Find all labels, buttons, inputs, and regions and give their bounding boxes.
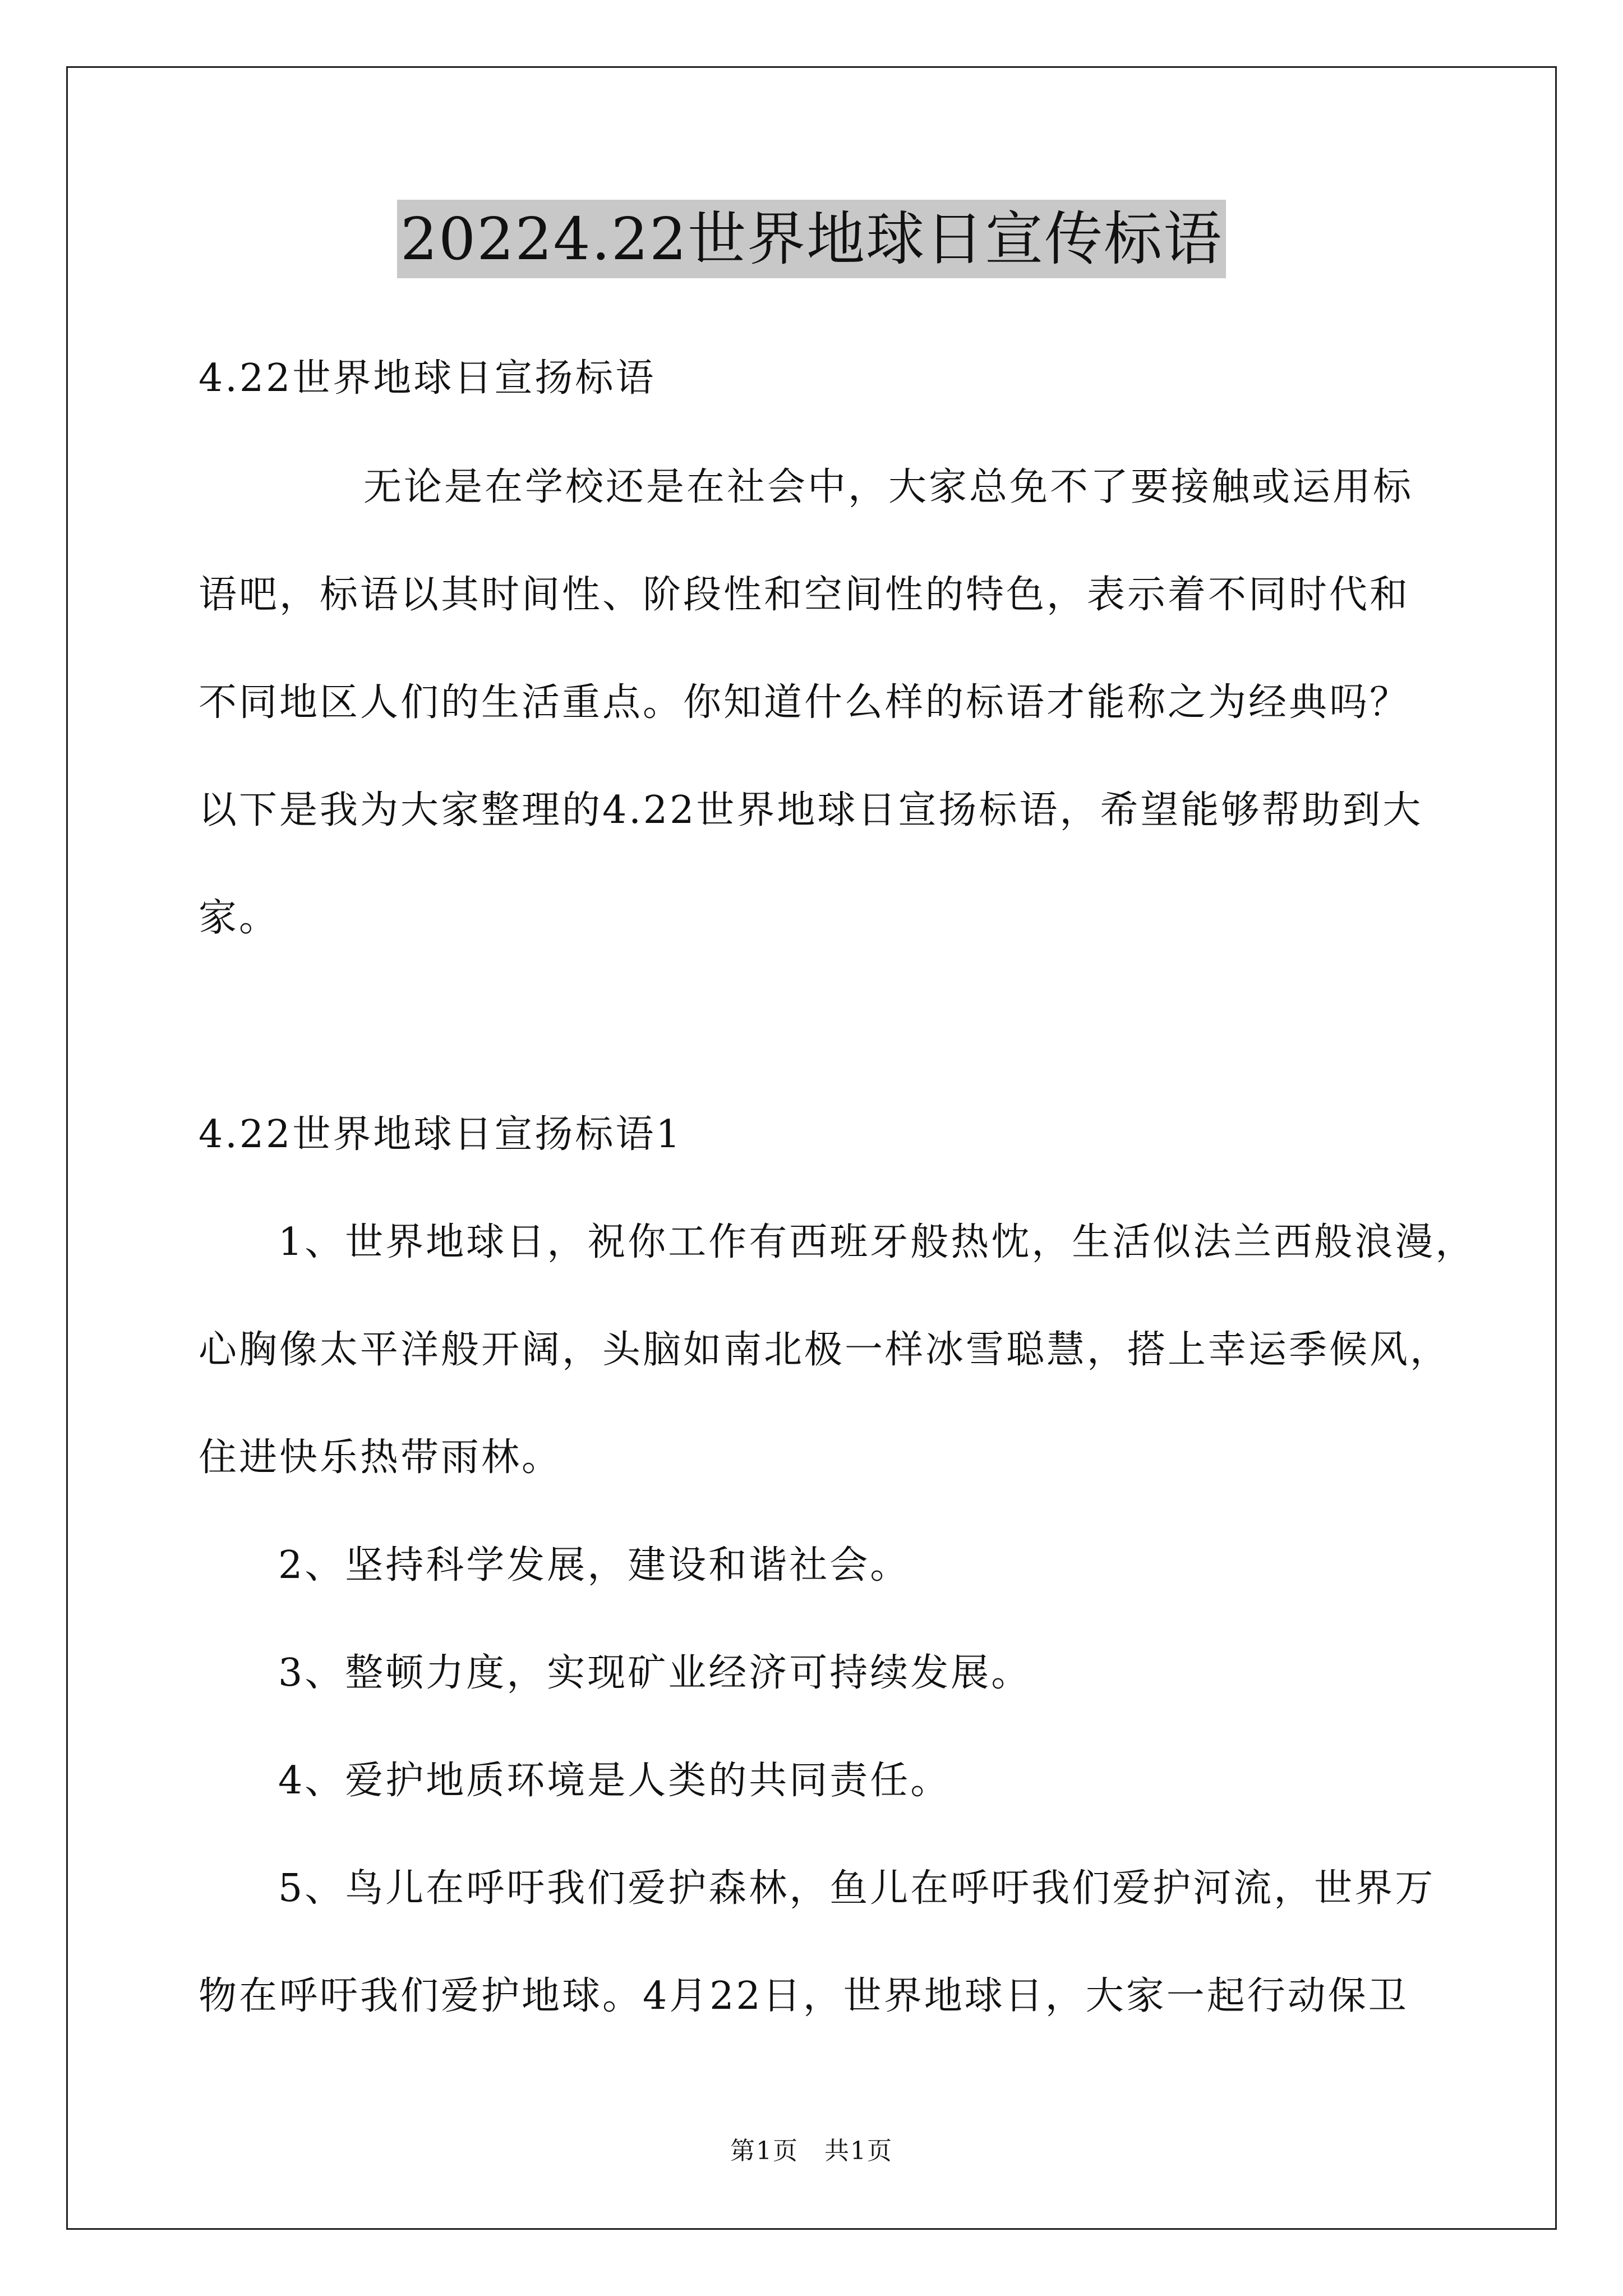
intro-line: 家。	[199, 896, 280, 940]
list-item: 3、整顿力度，实现矿业经济可持续发展。	[278, 1651, 1032, 1695]
intro-line: 以下是我为大家整理的4.22世界地球日宣扬标语，希望能够帮助到大	[199, 788, 1423, 832]
intro-line: 无论是在学校还是在社会中，大家总免不了要接触或运用标	[363, 465, 1414, 509]
list-item: 2、坚持科学发展，建设和谐社会。	[278, 1543, 911, 1588]
title-container	[0, 200, 1623, 278]
list-item: 5、鸟儿在呼吁我们爱护森林，鱼儿在呼吁我们爱护河流，世界万	[278, 1866, 1436, 1911]
intro-line: 语吧，标语以其时间性、阶段性和空间性的特色，表示着不同时代和	[199, 573, 1410, 617]
section-heading: 4.22世界地球日宣扬标语1	[199, 1112, 683, 1157]
intro-line: 不同地区人们的生活重点。你知道什么样的标语才能称之为经典吗？	[199, 680, 1410, 725]
list-item: 心胸像太平洋般开阔，头脑如南北极一样冰雪聪慧，搭上幸运季候风，	[199, 1328, 1451, 1372]
document-title: 20224.22世界地球日宣传标语	[397, 200, 1226, 278]
list-item: 4、爱护地质环境是人类的共同责任。	[278, 1759, 951, 1803]
list-item: 1、世界地球日，祝你工作有西班牙般热忱，生活似法兰西般浪漫，	[278, 1220, 1476, 1264]
list-item: 住进快乐热带雨林。	[199, 1435, 562, 1480]
list-item: 物在呼吁我们爱护地球。4月22日，世界地球日，大家一起行动保卫	[199, 1974, 1409, 2018]
subtitle: 4.22世界地球日宣扬标语	[199, 356, 656, 401]
page-footer: 第1页 共1页	[730, 2137, 893, 2165]
